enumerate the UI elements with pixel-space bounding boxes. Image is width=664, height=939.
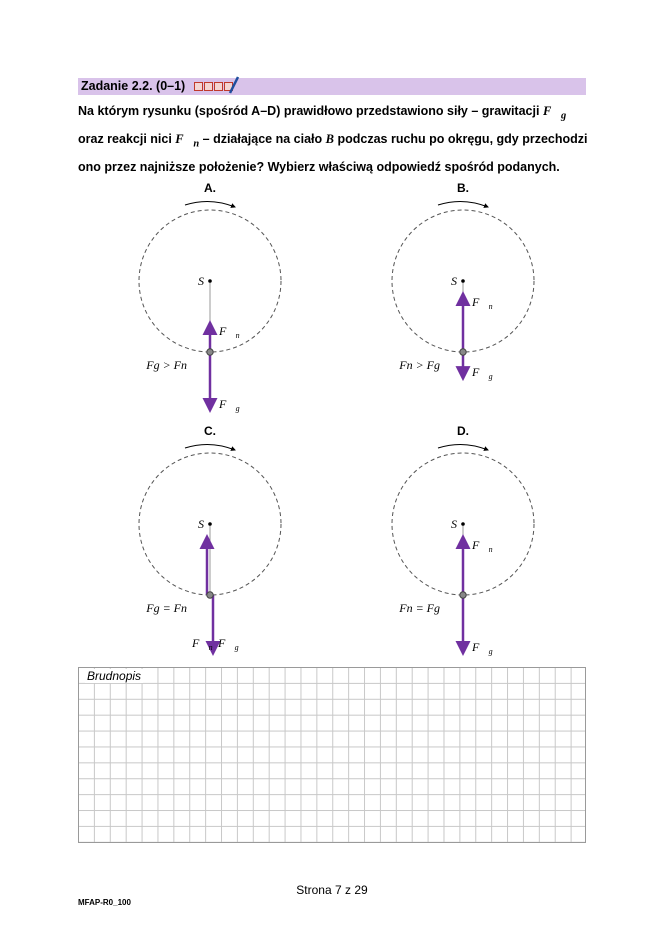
question-part1: Na którym rysunku (spośród A–D) prawidłowo przedstawiono siły – grawitacji xyxy=(78,104,540,118)
body-point xyxy=(207,592,213,598)
figure-label: C. xyxy=(204,424,216,438)
fg-label: $F⃗_g$ xyxy=(218,636,239,652)
figure-label: B. xyxy=(457,181,469,195)
body-point xyxy=(460,349,466,355)
exam-code: MFAP-R0_100 xyxy=(78,898,131,907)
body-symbol: B xyxy=(325,132,334,146)
fg-label: $F⃗_g$ xyxy=(219,397,240,413)
force-relation: Fg > Fn xyxy=(146,358,187,372)
question-part2: oraz reakcji nici xyxy=(78,132,172,146)
fg-label: $F⃗_g$ xyxy=(472,365,493,382)
center-label: S xyxy=(451,517,457,531)
center-point xyxy=(461,522,465,526)
question-part3: – działające na ciało xyxy=(202,132,323,146)
motion-direction-arrow xyxy=(438,201,488,207)
page-number: Strona 7 z 29 xyxy=(296,883,368,897)
center-label: S xyxy=(198,517,204,531)
figure-label: A. xyxy=(204,181,216,195)
fn-label: $F⃗_n$ xyxy=(472,538,493,554)
fn-label: $F⃗_n$ xyxy=(219,324,240,340)
force-relation: Fn > Fg xyxy=(399,358,440,372)
force-relation: Fn = Fg xyxy=(399,601,440,615)
center-label: S xyxy=(451,274,457,288)
body-point xyxy=(460,592,466,598)
center-point xyxy=(208,522,212,526)
figure-label: D. xyxy=(457,424,469,438)
task-title: Zadanie 2.2. (0–1) xyxy=(81,79,186,93)
fn-label: $F⃗_n$ xyxy=(192,636,213,652)
scratchpad-grid[interactable] xyxy=(78,667,586,843)
center-point xyxy=(461,279,465,283)
fn-symbol: $F⃗_n$ xyxy=(175,132,200,150)
center-point xyxy=(208,279,212,283)
scratchpad-label: Brudnopis xyxy=(87,669,142,683)
fg-symbol: $F⃗_g$ xyxy=(542,104,567,122)
force-relation: Fg = Fn xyxy=(146,601,187,615)
body-point xyxy=(207,349,213,355)
motion-direction-arrow xyxy=(438,444,488,450)
motion-direction-arrow xyxy=(185,201,235,207)
fn-label: $F⃗_n$ xyxy=(472,295,493,311)
center-label: S xyxy=(198,274,204,288)
fg-label: $F⃗_g$ xyxy=(472,640,493,656)
motion-direction-arrow xyxy=(185,444,235,450)
question-part4: podczas ruchu po okręgu, gdy przechodzi ono przez najniższe położenie? Wybierz właściwą odpowiedź spośród podanych. xyxy=(78,132,588,174)
